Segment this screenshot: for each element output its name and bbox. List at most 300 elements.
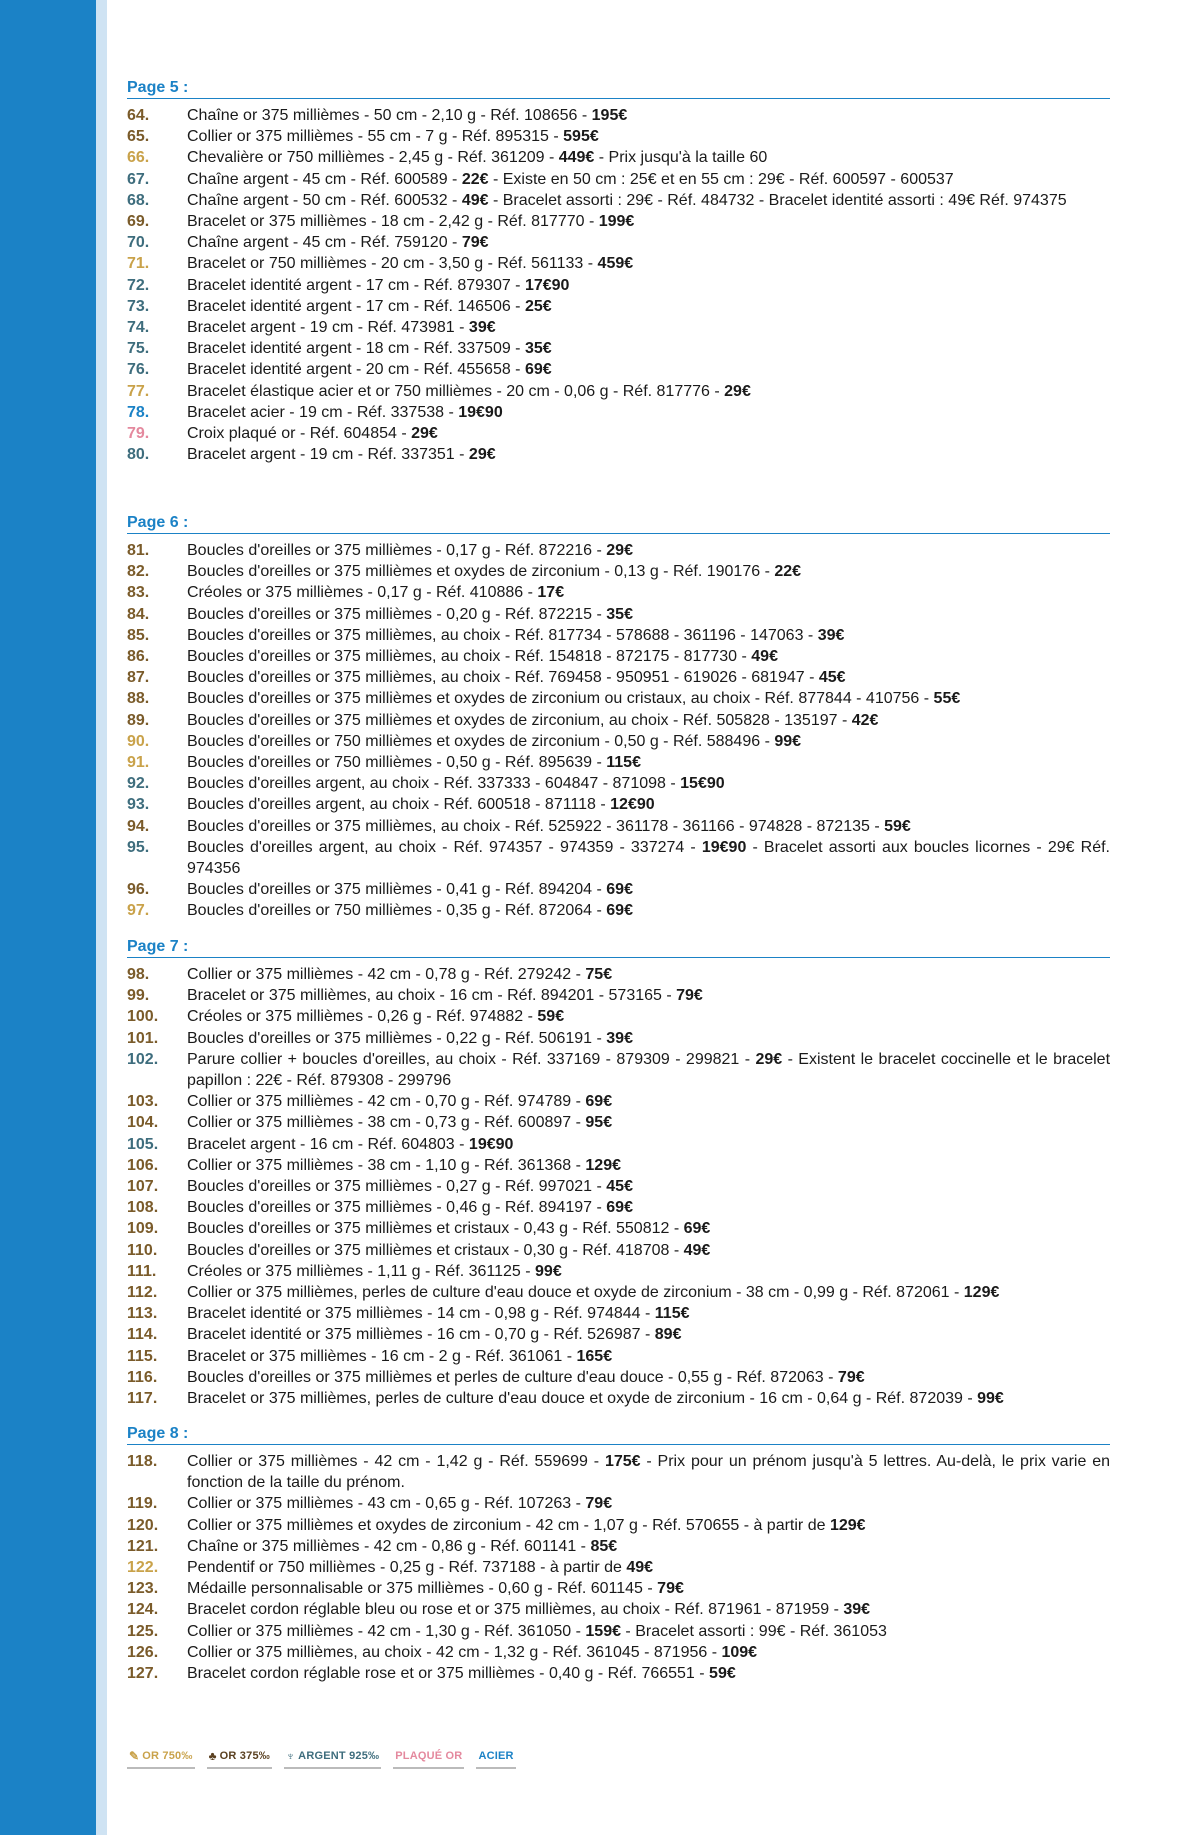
list-item (127, 731, 1110, 752)
item-description (187, 900, 1110, 921)
list-item (127, 169, 1110, 190)
item-description (187, 964, 1110, 985)
item-list (127, 1451, 1110, 1684)
list-item (127, 1155, 1110, 1176)
item-number: 82. (127, 563, 150, 581)
list-item (127, 1006, 1110, 1027)
item-price: 59€ (537, 1008, 565, 1026)
item-number: 113. (127, 1305, 158, 1323)
item-text: Chaîne or 375 millièmes - 50 cm - 2,10 g - Réf. 108656 - (187, 107, 592, 124)
section-page-7 (127, 937, 1110, 1409)
item-description (187, 1663, 1110, 1684)
item-description (187, 1493, 1110, 1514)
item-text: Boucles d'oreilles or 375 millièmes et oxydes de zirconium, au choix - Réf. 505828 - 135197 - (187, 711, 852, 729)
list-item (127, 816, 1110, 837)
item-text: Boucles d'oreilles argent, au choix - Réf. 600518 - 871118 - (187, 796, 611, 814)
item-description (187, 1303, 1110, 1324)
item-price: 199€ (598, 213, 635, 231)
list-item (127, 794, 1110, 815)
item-description (187, 773, 1110, 794)
item-description (187, 1536, 1110, 1557)
item-price: 449€ (558, 149, 595, 167)
item-price: 165€ (576, 1347, 613, 1365)
item-number: 77. (127, 382, 150, 400)
item-price: 49€ (751, 648, 778, 666)
item-number: 119. (127, 1495, 158, 1513)
item-price: 39€ (817, 626, 845, 644)
ring-icon: ✎ (129, 1749, 140, 1763)
item-text: Boucles d'oreilles or 375 millièmes, au choix - Réf. 817734 - 578688 - 361196 - 147063 - (187, 626, 818, 644)
item-number: 81. (127, 542, 150, 559)
item-number: 126. (127, 1643, 159, 1661)
item-price: 17€90 (524, 276, 570, 294)
list-item (127, 561, 1110, 582)
item-extra: - Prix jusqu'à la taille 60 (594, 149, 768, 167)
item-text: Chaîne argent - 45 cm - Réf. 759120 - (187, 234, 462, 252)
item-text: Bracelet acier - 19 cm - Réf. 337538 - (187, 403, 459, 421)
item-description (187, 582, 1110, 603)
item-text: Bracelet identité argent - 18 cm - Réf. 337509 - (187, 340, 525, 358)
metal-legend (127, 1747, 528, 1769)
item-description (187, 211, 1110, 232)
item-number: 65. (127, 128, 150, 146)
item-number: 111. (127, 1262, 157, 1280)
item-text: Bracelet or 375 millièmes, au choix - 16 cm - Réf. 894201 - 573165 - (187, 987, 677, 1005)
item-text: Boucles d'oreilles or 375 millièmes et cristaux - 0,30 g - Réf. 418708 - (187, 1241, 684, 1259)
item-text: Bracelet argent - 19 cm - Réf. 337351 - (187, 446, 469, 464)
list-item (127, 1346, 1110, 1367)
item-description (187, 1091, 1110, 1112)
list-item (127, 1324, 1110, 1345)
item-description (187, 561, 1110, 582)
item-text: Collier or 375 millièmes - 42 cm - 1,42 g - Réf. 559699 - (187, 1453, 605, 1470)
item-number: 123. (127, 1580, 159, 1598)
section-title: Page 6 : (127, 514, 189, 531)
item-number: 121. (127, 1537, 159, 1555)
list-item (127, 604, 1110, 625)
list-item (127, 211, 1110, 232)
item-text: Boucles d'oreilles or 375 millièmes - 0,22 g - Réf. 506191 - (187, 1029, 607, 1047)
legend-label: ACIER (478, 1750, 514, 1762)
item-description (187, 1006, 1110, 1027)
item-text: Bracelet identité or 375 millièmes - 14 cm - 0,98 g - Réf. 974844 - (187, 1305, 655, 1323)
item-text: Bracelet identité argent - 17 cm - Réf. 146506 - (187, 297, 525, 315)
item-number: 106. (127, 1156, 159, 1174)
item-price: 19€90 (701, 838, 747, 856)
list-item (127, 1303, 1110, 1324)
item-text: Chevalière or 750 millièmes - 2,45 g - Réf. 361209 - (187, 149, 559, 167)
item-price: 29€ (411, 425, 438, 443)
item-description (187, 147, 1110, 168)
item-description (187, 1621, 1110, 1642)
item-description (187, 1134, 1110, 1155)
list-item (127, 688, 1110, 709)
item-number: 107. (127, 1178, 159, 1196)
item-description (187, 1112, 1110, 1133)
item-description (187, 338, 1110, 359)
item-description (187, 444, 1110, 465)
item-number: 93. (127, 796, 150, 814)
list-item (127, 582, 1110, 603)
item-description (187, 1240, 1110, 1261)
item-extra: - Bracelet assorti : 29€ - Réf. 484732 - Bracelet identité assorti : 49€ Réf. 974375 (488, 191, 1067, 209)
list-item (127, 1642, 1110, 1663)
list-item (127, 1599, 1110, 1620)
item-text: Boucles d'oreilles argent, au choix - Réf. 337333 - 604847 - 871098 - (187, 775, 681, 793)
item-price: 69€ (585, 1093, 613, 1111)
item-price: 35€ (606, 605, 633, 623)
jewel-icon: ♣ (208, 1749, 217, 1763)
item-extra: - Existe en 50 cm : 25€ et en 55 cm : 29€ - Réf. 600597 - 600537 (488, 170, 954, 188)
item-number: 118. (127, 1453, 158, 1470)
item-text: Boucles d'oreilles or 375 millièmes, au choix - Réf. 769458 - 950951 - 619026 - 681947 - (187, 669, 819, 687)
item-description (187, 604, 1110, 625)
item-text: Bracelet élastique acier et or 750 millièmes - 20 cm - 0,06 g - Réf. 817776 - (187, 382, 725, 400)
list-item (127, 1112, 1110, 1133)
item-extra: - Existent le bracelet coccinelle et le bracelet papillon : 22€ - Réf. 879308 - 299796 (187, 1050, 1111, 1090)
legend-badge (284, 1747, 381, 1769)
item-number: 117. (127, 1390, 158, 1408)
item-price: 175€ (604, 1453, 641, 1470)
item-description (187, 402, 1110, 423)
item-description (187, 879, 1110, 900)
item-price: 55€ (933, 690, 961, 708)
item-number: 92. (127, 775, 150, 793)
item-price: 129€ (585, 1156, 621, 1174)
item-number: 103. (127, 1093, 159, 1111)
list-item (127, 1218, 1110, 1239)
section-page-8 (127, 1424, 1110, 1684)
list-item (127, 359, 1110, 380)
item-text: Bracelet argent - 19 cm - Réf. 473981 - (187, 319, 469, 337)
item-text: Parure collier + boucles d'oreilles, au choix - Réf. 337169 - 879309 - 299821 - (187, 1050, 756, 1068)
left-blue-band (0, 0, 96, 1835)
item-text: Bracelet or 375 millièmes - 18 cm - 2,42 g - Réf. 817770 - (187, 213, 599, 231)
item-description (187, 625, 1110, 646)
item-price: 29€ (468, 446, 496, 464)
item-text: Collier or 375 millièmes - 55 cm - 7 g - Réf. 895315 - (187, 128, 564, 146)
item-price: 59€ (884, 817, 911, 835)
item-text: Boucles d'oreilles or 375 millièmes - 0,27 g - Réf. 997021 - (187, 1178, 607, 1196)
item-number: 102. (127, 1050, 159, 1068)
item-text: Boucles d'oreilles or 375 millièmes et oxydes de zirconium ou cristaux, au choix - Réf. 877844 - 410756 - (187, 690, 934, 708)
item-text: Collier or 375 millièmes et oxydes de zirconium - 42 cm - 1,07 g - Réf. 570655 - à partir de (187, 1516, 830, 1534)
item-number: 87. (127, 669, 150, 687)
item-description (187, 1197, 1110, 1218)
list-item (127, 1240, 1110, 1261)
item-text: Bracelet cordon réglable rose et or 375 millièmes - 0,40 g - Réf. 766551 - (187, 1665, 710, 1683)
section-header (127, 1424, 1110, 1445)
item-text: Créoles or 375 millièmes - 1,11 g - Réf. 361125 - (187, 1262, 536, 1280)
item-description (187, 1218, 1110, 1239)
legend-label: ARGENT 925‰ (298, 1750, 380, 1762)
item-number: 71. (127, 255, 150, 273)
item-number: 91. (127, 754, 150, 772)
item-price: 49€ (461, 191, 489, 209)
item-price: 69€ (683, 1220, 711, 1238)
item-text: Boucles d'oreilles or 375 millièmes, au choix - Réf. 154818 - 872175 - 817730 - (187, 648, 752, 666)
item-price: 45€ (606, 1178, 633, 1196)
item-number: 97. (127, 902, 150, 920)
item-price: 29€ (755, 1050, 783, 1068)
item-price: 79€ (585, 1495, 613, 1513)
item-number: 94. (127, 817, 150, 835)
list-item (127, 985, 1110, 1006)
item-text: Boucles d'oreilles or 375 millièmes et perles de culture d'eau douce - 0,55 g - Réf. 872063 - (187, 1368, 838, 1386)
item-price: 15€90 (680, 775, 725, 793)
item-price: 49€ (683, 1241, 711, 1259)
item-description (187, 169, 1110, 190)
list-item (127, 444, 1110, 465)
item-number: 122. (127, 1559, 159, 1577)
list-item (127, 837, 1110, 879)
item-price: 29€ (724, 382, 751, 400)
item-price: 49€ (626, 1559, 654, 1577)
item-number: 70. (127, 234, 150, 252)
item-description (187, 1261, 1110, 1282)
item-text: Créoles or 375 millièmes - 0,17 g - Réf. 410886 - (187, 584, 538, 602)
item-description (187, 1578, 1110, 1599)
item-text: Bracelet argent - 16 cm - Réf. 604803 - (187, 1135, 469, 1153)
item-text: Chaîne or 375 millièmes - 42 cm - 0,86 g - Réf. 601141 - (187, 1537, 591, 1555)
item-number: 95. (127, 838, 150, 856)
item-description (187, 710, 1110, 731)
item-price: 115€ (606, 754, 641, 772)
section-title: Page 5 : (127, 79, 189, 96)
item-text: Bracelet identité or 375 millièmes - 16 cm - 0,70 g - Réf. 526987 - (187, 1326, 655, 1344)
section-page-6 (127, 513, 1110, 922)
item-number: 86. (127, 648, 150, 666)
list-item (127, 1621, 1110, 1642)
item-text: Collier or 375 millièmes - 38 cm - 1,10 g - Réf. 361368 - (187, 1156, 586, 1174)
item-description (187, 1451, 1110, 1493)
item-number: 110. (127, 1241, 158, 1259)
item-number: 99. (127, 987, 150, 1005)
item-number: 112. (127, 1284, 158, 1302)
item-description (187, 296, 1110, 317)
item-extra: - Prix pour un prénom jusqu'à 5 lettres. Au-delà, le prix varie en fonction de la taille du prénom. (187, 1453, 1110, 1492)
list-item (127, 1176, 1110, 1197)
item-description (187, 1557, 1110, 1578)
item-price: 79€ (657, 1580, 684, 1598)
item-text: Collier or 375 millièmes - 38 cm - 0,73 g - Réf. 600897 - (187, 1114, 586, 1132)
item-list (127, 964, 1110, 1409)
item-description (187, 253, 1110, 274)
item-price: 79€ (461, 234, 489, 252)
item-number: 109. (127, 1220, 159, 1238)
item-list (127, 540, 1110, 922)
item-description (187, 837, 1110, 879)
item-text: Boucles d'oreilles or 750 millièmes - 0,35 g - Réf. 872064 - (187, 902, 607, 920)
list-item (127, 1261, 1110, 1282)
item-text: Boucles d'oreilles or 375 millièmes, au choix - Réf. 525922 - 361178 - 361166 - 974828 - 872135 - (187, 817, 885, 835)
list-item (127, 1578, 1110, 1599)
item-number: 78. (127, 403, 150, 421)
item-price: 89€ (654, 1326, 682, 1344)
list-item (127, 1282, 1110, 1303)
list-item (127, 625, 1110, 646)
item-text: Collier or 375 millièmes - 42 cm - 0,70 g - Réf. 974789 - (187, 1093, 586, 1111)
item-number: 105. (127, 1135, 159, 1153)
item-description (187, 317, 1110, 338)
item-text: Collier or 375 millièmes - 43 cm - 0,65 g - Réf. 107263 - (187, 1495, 586, 1513)
legend-badge (127, 1747, 195, 1769)
item-description (187, 1599, 1110, 1620)
item-price: 95€ (585, 1114, 613, 1132)
item-description (187, 667, 1110, 688)
item-description (187, 1515, 1110, 1536)
item-number: 85. (127, 626, 150, 644)
item-price: 109€ (721, 1643, 758, 1661)
legend-badge (393, 1747, 464, 1769)
item-price: 99€ (535, 1262, 562, 1280)
item-number: 120. (127, 1516, 159, 1534)
item-text: Boucles d'oreilles or 750 millièmes - 0,50 g - Réf. 895639 - (187, 754, 607, 772)
item-text: Boucles d'oreilles or 375 millièmes et cristaux - 0,43 g - Réf. 550812 - (187, 1220, 684, 1238)
item-price: 17€ (537, 584, 565, 602)
left-light-band (96, 0, 107, 1835)
legend-badge (476, 1747, 515, 1769)
item-price: 195€ (591, 107, 628, 124)
item-number: 101. (127, 1029, 159, 1047)
item-price: 69€ (606, 1199, 633, 1217)
item-number: 80. (127, 446, 150, 464)
item-price: 115€ (654, 1305, 690, 1323)
item-text: Croix plaqué or - Réf. 604854 - (187, 425, 412, 443)
item-price: 35€ (524, 340, 552, 358)
item-number: 88. (127, 690, 150, 708)
section-title: Page 7 : (127, 938, 189, 955)
item-price: 85€ (590, 1537, 618, 1555)
list-item (127, 1367, 1110, 1388)
item-price: 79€ (676, 987, 703, 1005)
list-item (127, 1197, 1110, 1218)
item-price: 75€ (585, 966, 613, 983)
item-price: 29€ (606, 542, 633, 559)
item-number: 114. (127, 1326, 158, 1344)
item-description (187, 105, 1110, 126)
item-extra: - Bracelet assorti : 99€ - Réf. 361053 (620, 1622, 887, 1640)
item-extra: - Bracelet assorti aux boucles licornes - 29€ Réf. 974356 (187, 838, 1110, 878)
item-number: 124. (127, 1601, 159, 1619)
list-item (127, 1049, 1110, 1091)
item-number: 79. (127, 425, 150, 443)
item-description (187, 985, 1110, 1006)
item-text: Boucles d'oreilles or 750 millièmes et oxydes de zirconium - 0,50 g - Réf. 588496 - (187, 732, 775, 750)
item-text: Boucles d'oreilles or 375 millièmes - 0,20 g - Réf. 872215 - (187, 605, 607, 623)
item-price: 39€ (468, 319, 496, 337)
item-text: Boucles d'oreilles or 375 millièmes - 0,41 g - Réf. 894204 - (187, 881, 607, 899)
item-number: 69. (127, 213, 150, 231)
item-text: Chaîne argent - 50 cm - Réf. 600532 - (187, 191, 462, 209)
item-text: Collier or 375 millièmes, au choix - 42 cm - 1,32 g - Réf. 361045 - 871956 - (187, 1643, 722, 1661)
item-number: 76. (127, 361, 150, 379)
list-item (127, 423, 1110, 444)
list-item (127, 147, 1110, 168)
item-text: Bracelet identité argent - 20 cm - Réf. 455658 - (187, 361, 525, 379)
item-text: Chaîne argent - 45 cm - Réf. 600589 - (187, 170, 462, 188)
item-price: 99€ (977, 1390, 1004, 1408)
list-item (127, 402, 1110, 423)
item-number: 75. (127, 340, 150, 358)
item-price: 45€ (818, 669, 846, 687)
list-item (127, 317, 1110, 338)
item-text: Collier or 375 millièmes - 42 cm - 1,30 g - Réf. 361050 - (187, 1622, 586, 1640)
item-description (187, 232, 1110, 253)
item-description (187, 381, 1110, 402)
item-description (187, 688, 1110, 709)
item-text: Créoles or 375 millièmes - 0,26 g - Réf. 974882 - (187, 1008, 538, 1026)
section-title: Page 8 : (127, 1425, 189, 1442)
item-description (187, 1346, 1110, 1367)
gem-icon: ♆ (285, 1749, 296, 1763)
list-item (127, 1557, 1110, 1578)
list-item (127, 190, 1110, 211)
item-number: 84. (127, 605, 150, 623)
item-text: Collier or 375 millièmes - 42 cm - 0,78 g - Réf. 279242 - (187, 966, 586, 983)
item-description (187, 794, 1110, 815)
item-number: 72. (127, 276, 150, 294)
item-text: Pendentif or 750 millièmes - 0,25 g - Réf. 737188 - à partir de (187, 1559, 627, 1577)
item-price: 22€ (774, 563, 802, 581)
item-description (187, 275, 1110, 296)
item-description (187, 1367, 1110, 1388)
item-number: 127. (127, 1665, 159, 1683)
item-number: 115. (127, 1347, 158, 1365)
list-item (127, 1134, 1110, 1155)
item-description (187, 1642, 1110, 1663)
list-item (127, 253, 1110, 274)
list-item (127, 381, 1110, 402)
item-description (187, 1176, 1110, 1197)
item-description (187, 646, 1110, 667)
item-number: 66. (127, 149, 150, 167)
item-description (187, 1388, 1110, 1409)
list-item (127, 338, 1110, 359)
item-price: 99€ (774, 732, 802, 750)
item-number: 83. (127, 584, 150, 602)
section-header (127, 937, 1110, 958)
item-description (187, 190, 1110, 211)
item-price: 25€ (524, 297, 552, 315)
item-price: 69€ (524, 361, 552, 379)
list-item (127, 1451, 1110, 1493)
item-text: Collier or 375 millièmes, perles de culture d'eau douce et oxyde de zirconium - 38 cm - 0,99 g - Réf. 872061 - (187, 1284, 964, 1302)
item-text: Bracelet or 375 millièmes, perles de culture d'eau douce et oxyde de zirconium - 16 cm - 0,64 g - Réf. 872039 - (187, 1390, 978, 1408)
section-page-5 (127, 78, 1110, 465)
item-text: Bracelet or 375 millièmes - 16 cm - 2 g - Réf. 361061 - (187, 1347, 577, 1365)
item-text: Bracelet or 750 millièmes - 20 cm - 3,50 g - Réf. 561133 - (187, 255, 598, 273)
list-item (127, 752, 1110, 773)
legend-label: OR 750‰ (142, 1750, 193, 1762)
item-number: 98. (127, 966, 150, 983)
list-item (127, 1515, 1110, 1536)
list-item (127, 232, 1110, 253)
list-item (127, 710, 1110, 731)
list-item (127, 296, 1110, 317)
item-text: Médaille personnalisable or 375 millièmes - 0,60 g - Réf. 601145 - (187, 1580, 658, 1598)
section-header (127, 513, 1110, 534)
list-item (127, 964, 1110, 985)
list-item (127, 1493, 1110, 1514)
list-item (127, 1028, 1110, 1049)
item-description (187, 752, 1110, 773)
item-description (187, 126, 1110, 147)
item-price: 39€ (843, 1601, 871, 1619)
item-text: Bracelet cordon réglable bleu ou rose et or 375 millièmes, au choix - Réf. 871961 - 871959 - (187, 1601, 844, 1619)
list-item (127, 105, 1110, 126)
item-number: 116. (127, 1368, 158, 1386)
